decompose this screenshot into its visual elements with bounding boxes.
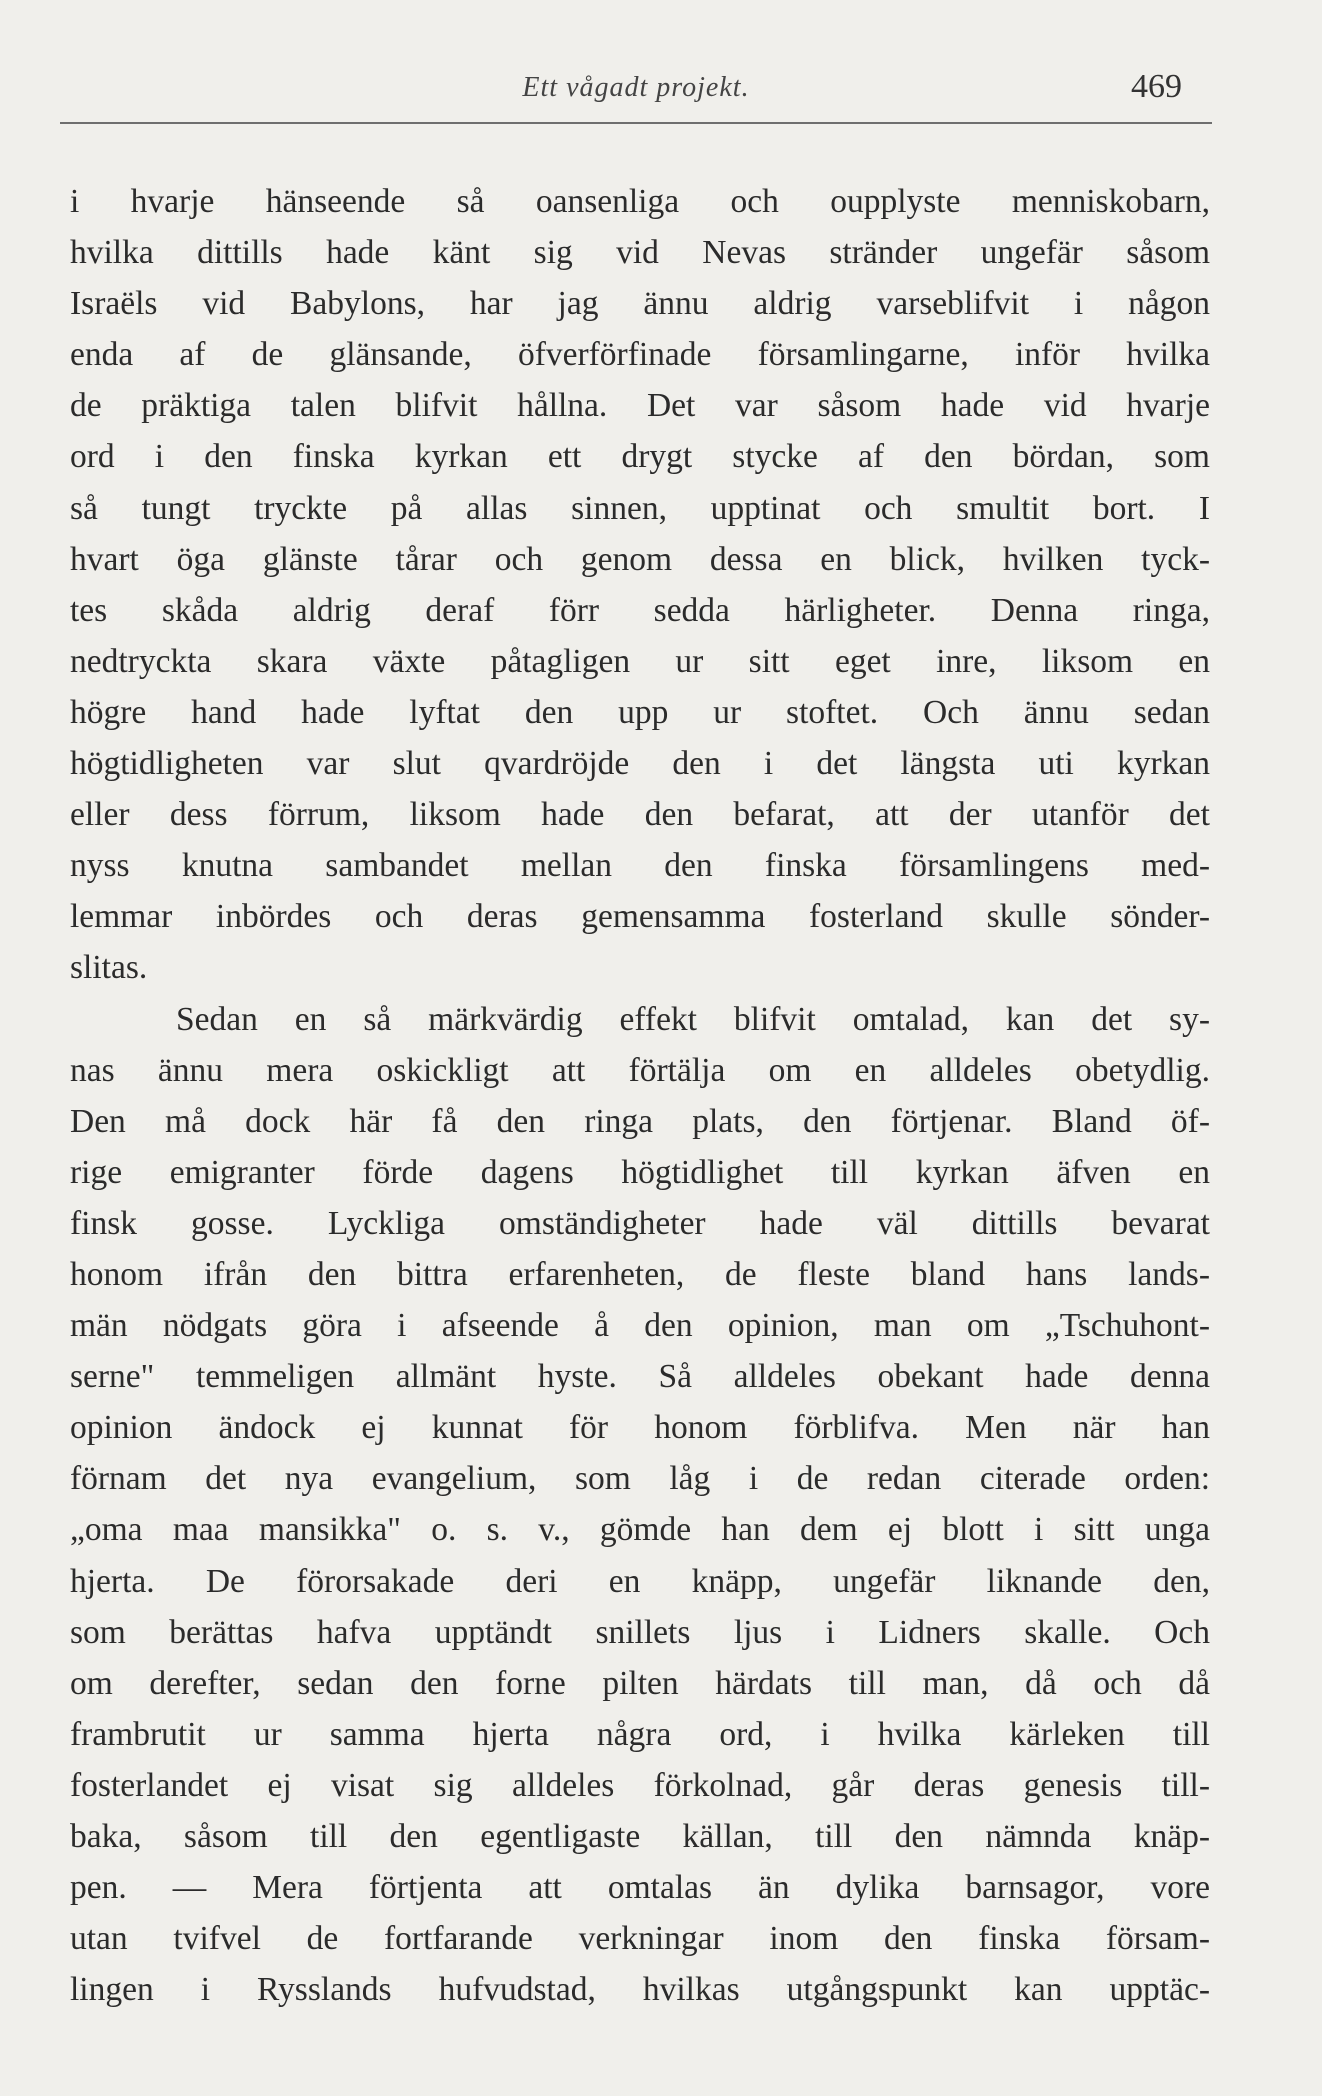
text-line: baka, såsom till den egentligaste källan, till den nämnda knäp- [70, 1818, 1210, 1855]
text-line: opinion ändock ej kunnat för honom förblifva. Men när han [70, 1409, 1210, 1447]
text-line: nedtryckta skara växte påtagligen ur sitt eget inre, liksom en [70, 642, 1210, 680]
text-line: hvart öga glänste tårar och genom dessa en blick, hvilken tyck- [70, 540, 1210, 578]
text-line: nas ännu mera oskickligt att förtälja om en alldeles obetydlig. [70, 1051, 1210, 1089]
text-line: finsk gosse. Lyckliga omständigheter hade väl dittills bevarat [70, 1204, 1210, 1242]
running-head [60, 68, 1212, 124]
text-line: som berättas hafva upptändt snillets ljus i Lidners skalle. Och [70, 1613, 1210, 1651]
text-line: slitas. [70, 949, 148, 987]
text-line: serne" temmeligen allmänt hyste. Så alldeles obekant hade denna [70, 1358, 1210, 1396]
text-line: fosterlandet ej visat sig alldeles förkolnad, går deras genesis till- [70, 1766, 1210, 1804]
text-line: män nödgats göra i afseende å den opinion, man om „Tschuhont- [70, 1307, 1210, 1345]
text-line: rige emigranter förde dagens högtidlighet till kyrkan äfven en [70, 1153, 1210, 1191]
text-line: „oma maa mansikka" o. s. v., gömde han dem ej blott i sitt unga [70, 1511, 1210, 1549]
text-line: enda af de glänsande, öfverförfinade församlingarne, inför hvilka [70, 336, 1210, 374]
text-line: förnam det nya evangelium, som låg i de redan citerade orden: [70, 1460, 1210, 1498]
text-line: utan tvifvel de fortfarande verkningar inom den finska försam- [70, 1920, 1210, 1958]
text-line: tes skåda aldrig deraf förr sedda härligheter. Denna ringa, [70, 591, 1210, 629]
text-line: pen. — Mera förtjenta att omtalas än dylika barnsagor, vore [70, 1869, 1210, 1907]
text-line: eller dess förrum, liksom hade den befarat, att der utanför det [70, 796, 1210, 834]
text-line: ord i den finska kyrkan ett drygt stycke af den bördan, som [70, 438, 1210, 476]
text-line: lingen i Rysslands hufvudstad, hvilkas utgångspunkt kan upptäc- [70, 1971, 1210, 2009]
text-line: frambrutit ur samma hjerta några ord, i hvilka kärleken till [70, 1715, 1210, 1753]
text-line: lemmar inbördes och deras gemensamma fosterland skulle sönder- [70, 898, 1210, 936]
text-line: om derefter, sedan den forne pilten härdats till man, då och då [70, 1664, 1210, 1702]
text-line: högtidligheten var slut qvardröjde den i det längsta uti kyrkan [70, 745, 1210, 783]
text-line: högre hand hade lyftat den upp ur stoftet. Och ännu sedan [70, 693, 1210, 731]
body-text [70, 176, 1210, 2015]
page-number: 469 [1131, 68, 1182, 105]
running-title: Ett vågadt projekt. [522, 72, 750, 103]
text-line: hvilka dittills hade känt sig vid Nevas stränder ungefär såsom [70, 234, 1210, 272]
text-line: Den må dock här få den ringa plats, den förtjenar. Bland öf- [70, 1102, 1210, 1140]
text-line: Sedan en så märkvärdig effekt blifvit omtalad, kan det sy- [176, 1000, 1210, 1038]
text-line: i hvarje hänseende så oansenliga och oupplyste menniskobarn, [70, 183, 1210, 220]
text-line: nyss knutna sambandet mellan den finska församlingens med- [70, 847, 1210, 885]
text-line: de präktiga talen blifvit hållna. Det var såsom hade vid hvarje [70, 387, 1210, 425]
text-line: så tungt tryckte på allas sinnen, upptinat och smultit bort. I [70, 489, 1210, 527]
text-line: Israëls vid Babylons, har jag ännu aldrig varseblifvit i någon [70, 285, 1210, 323]
text-line: honom ifrån den bittra erfarenheten, de fleste bland hans lands- [70, 1255, 1210, 1293]
text-line: hjerta. De förorsakade deri en knäpp, ungefär liknande den, [70, 1562, 1210, 1600]
